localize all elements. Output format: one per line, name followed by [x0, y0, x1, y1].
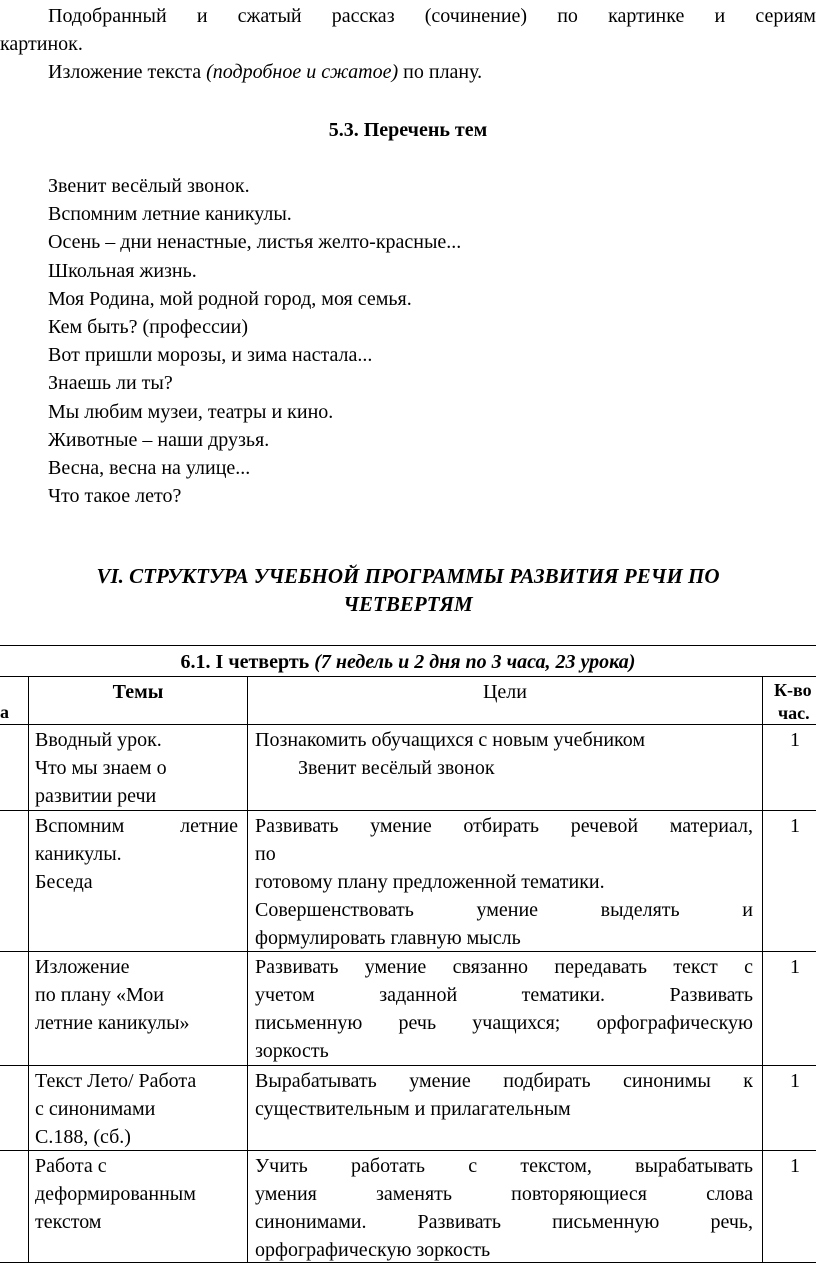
goal-word: с	[468, 1155, 478, 1177]
topic-item: Животные – наши друзья.	[48, 428, 270, 451]
goal-word: речевой	[570, 815, 639, 837]
goal-word: орфографическую	[596, 1012, 753, 1034]
header-goals: Цели	[482, 681, 527, 703]
goal-word: Развивать	[669, 984, 753, 1006]
table-rule-caption	[0, 676, 816, 677]
goal-word: синонимами.	[255, 1211, 367, 1233]
goal-cell-line	[255, 981, 753, 1009]
goal-word: повторяющиеся	[511, 1183, 647, 1205]
intro-word: картинке	[608, 5, 685, 27]
hours-cell: 1	[790, 729, 800, 751]
intro-line-3	[48, 58, 482, 86]
goal-word: синонимы	[623, 1070, 711, 1092]
topic-cell-line: по плану «Мои	[35, 984, 164, 1006]
goal-cell-line: Познакомить обучащихся с новым учебником	[255, 729, 646, 751]
topic-item: Весна, весна на улице...	[48, 457, 251, 479]
topic-cell-line: Вводный урок.	[35, 729, 162, 751]
goal-word: Развивать	[255, 815, 339, 837]
intro-word: рассказ	[331, 5, 395, 27]
topic-cell-line: Работа с	[35, 1155, 107, 1177]
section-6-title-line-2: ЧЕТВЕРТЯМ	[343, 592, 473, 616]
topic-item: Знаешь ли ты?	[48, 372, 173, 395]
table-rule-header	[0, 724, 816, 725]
goal-word: умения	[255, 1183, 317, 1205]
topic-item: Вспомним летние каникулы.	[48, 203, 292, 226]
intro-word: и	[196, 5, 208, 27]
goal-cell-line	[255, 812, 753, 840]
header-number-fragment: а	[0, 702, 9, 722]
intro-line-1	[48, 2, 816, 30]
goal-word: Совершенствовать	[255, 899, 414, 921]
goal-word: заменять	[375, 1183, 453, 1205]
table-caption-italic: (7 недель и 2 дня по 3 часа, 23 урока)	[314, 651, 636, 673]
goal-cell-line	[255, 953, 753, 981]
goal-word: тематики.	[521, 984, 606, 1006]
goal-word: умение	[364, 956, 427, 978]
goal-word: умение	[370, 815, 432, 837]
topic-item: Звенит весёлый звонок.	[48, 175, 250, 197]
goal-word: учащихся;	[472, 1012, 561, 1034]
table-col-rule-3	[762, 676, 763, 1262]
goal-cell-line	[255, 1009, 753, 1037]
table-col-rule-2	[247, 676, 248, 1262]
topic-cell-line: деформированным	[35, 1183, 196, 1205]
goal-word: речь	[398, 1012, 437, 1034]
intro-line-3-italic: (подробное и сжатое)	[206, 61, 399, 83]
goal-cell-line	[255, 896, 753, 924]
topic-cell-line: каникулы.	[35, 843, 122, 865]
topic-cell-line: летние каникулы»	[35, 1012, 190, 1034]
table-rule-row-1	[0, 810, 816, 811]
goal-word: Развивать	[417, 1211, 501, 1233]
topic-cell-line: Изложение	[35, 956, 130, 978]
goal-word: Вырабатывать	[255, 1070, 377, 1092]
topic-item: Моя Родина, мой родной город, моя семья.	[48, 287, 412, 310]
hours-cell: 1	[790, 1155, 800, 1177]
intro-word: по	[557, 5, 578, 27]
goal-word: работать	[351, 1155, 426, 1177]
goal-word: с	[744, 956, 753, 978]
goal-word: Развивать	[255, 956, 339, 978]
intro-word: Подобранный	[48, 5, 167, 27]
goal-word: связанно	[452, 956, 529, 978]
goal-word: вырабатывать	[635, 1155, 753, 1177]
intro-line-3-suffix: по плану.	[398, 61, 483, 83]
goal-word: материал,	[669, 815, 753, 837]
goal-word: Учить	[255, 1155, 308, 1177]
table-caption	[0, 648, 816, 676]
topic-item: Кем быть? (профессии)	[48, 316, 248, 338]
goal-cell-line: по	[255, 843, 276, 865]
goal-cell-line	[255, 1152, 753, 1180]
goal-word: передавать	[554, 956, 648, 978]
topic-cell-line: развитии речи	[35, 785, 157, 807]
goal-cell-line: существительным и прилагательным	[255, 1098, 571, 1120]
hours-cell: 1	[790, 1070, 800, 1092]
goal-word: умение	[409, 1070, 471, 1092]
topic-cell-line: Беседа	[35, 871, 93, 893]
topic-item: Школьная жизнь.	[48, 259, 197, 282]
goal-word: выделять	[600, 899, 680, 921]
goal-word: письменную	[255, 1012, 363, 1034]
goal-word: текст	[673, 956, 718, 978]
goal-word: письменную	[552, 1211, 660, 1233]
topic-cell-line: с синонимами	[35, 1098, 156, 1120]
topic-item: Осень – дни ненастные, листья желто-красные...	[48, 231, 462, 254]
intro-word: (сочинение)	[424, 5, 528, 27]
goal-cell-line: орфографическую зоркость	[255, 1239, 491, 1261]
topic-cell-line: С.188, (сб.)	[35, 1126, 131, 1148]
table-caption-bold: 6.1. I четверть	[180, 651, 315, 673]
goal-word: учетом	[255, 984, 315, 1006]
hours-cell: 1	[790, 956, 800, 978]
goal-word: речь,	[710, 1211, 753, 1233]
goal-cell-line: зоркость	[255, 1040, 329, 1062]
topic-word: Вспомним	[35, 815, 125, 837]
goal-word: умение	[476, 899, 539, 921]
goal-cell-line: Звенит весёлый звонок	[298, 757, 495, 779]
section-6-title-line-1: VI. СТРУКТУРА УЧЕБНОЙ ПРОГРАММЫ РАЗВИТИЯ РЕЧИ ПО	[96, 564, 720, 588]
topic-item: Мы любим музеи, театры и кино.	[48, 400, 334, 423]
goal-word: подбирать	[503, 1070, 591, 1092]
intro-word: сжатый	[237, 5, 302, 27]
intro-line-2: картинок.	[0, 33, 83, 55]
topic-item: Что такое лето?	[48, 485, 182, 508]
section-5-3-title: 5.3. Перечень тем	[328, 119, 488, 141]
goal-word: и	[742, 899, 753, 921]
intro-word: и	[714, 5, 726, 27]
topic-cell-line: Текст Лето/ Работа	[35, 1070, 197, 1092]
header-hours-line-2: час.	[778, 703, 810, 723]
table-col-rule-1	[28, 676, 29, 1262]
hours-cell: 1	[790, 815, 800, 837]
goal-cell-line	[255, 1180, 753, 1208]
goal-cell-line: формулировать главную мысль	[255, 927, 521, 949]
header-topics: Темы	[112, 681, 164, 703]
table-rule-row-3	[0, 1065, 816, 1066]
topic-item: Вот пришли морозы, и зима настала...	[48, 344, 373, 367]
goal-word: отбирать	[463, 815, 539, 837]
topic-cell-line: Что мы знаем о	[35, 757, 167, 779]
goal-cell-line: готовому плану предложенной тематики.	[255, 871, 605, 893]
topic-cell-line: текстом	[35, 1211, 102, 1233]
goal-word: заданной	[379, 984, 458, 1006]
goal-word: текстом,	[520, 1155, 592, 1177]
goal-cell-line	[255, 1067, 753, 1095]
intro-line-3-prefix: Изложение текста	[48, 61, 207, 83]
header-hours-line-1: К-во	[774, 680, 812, 700]
goal-word: к	[743, 1070, 753, 1092]
topic-word: летние	[180, 815, 238, 837]
goal-cell-line	[255, 1208, 753, 1236]
intro-word: сериям	[755, 5, 816, 27]
topic-cell-line	[35, 812, 238, 840]
table-rule-top	[0, 645, 816, 646]
goal-word: слова	[706, 1183, 753, 1205]
